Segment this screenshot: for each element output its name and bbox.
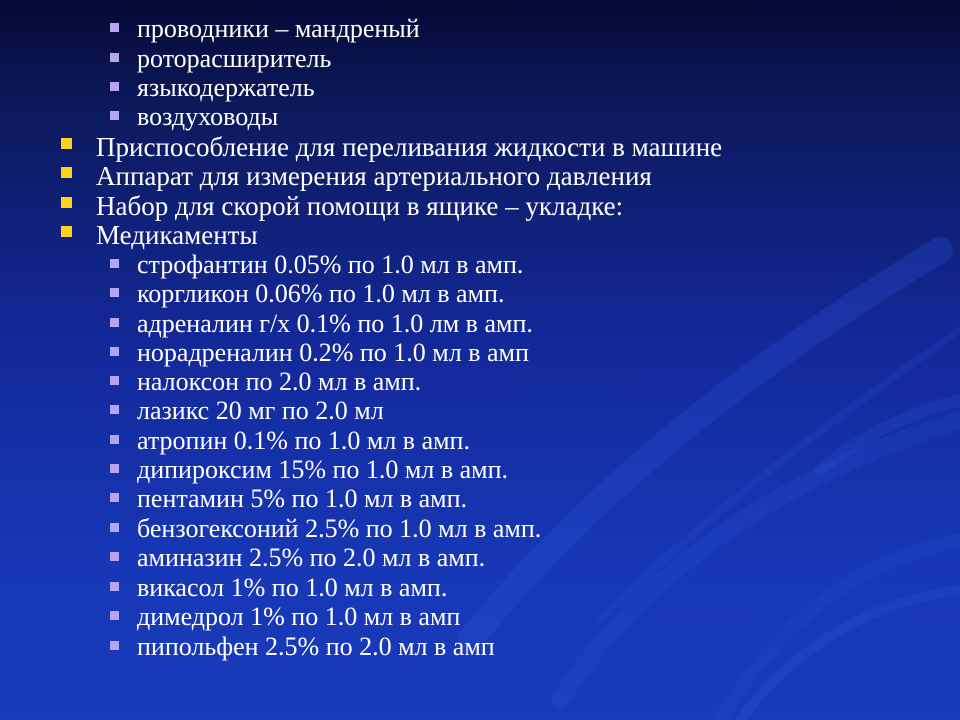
list-item-text: проводники – мандреный (137, 14, 420, 43)
list-item (96, 222, 258, 249)
list-item-text: налоксон по 2.0 мл в амп. (137, 367, 422, 396)
list-item (137, 104, 278, 130)
list-item-text: воздуховоды (137, 102, 279, 131)
list-item-text: адреналин г/х 0.1% по 1.0 лм в амп. (137, 309, 533, 338)
list-item (137, 575, 447, 601)
square-bullet-icon (110, 582, 119, 591)
list-item (96, 193, 623, 220)
square-bullet-icon (110, 435, 119, 444)
square-bullet-icon (110, 464, 119, 473)
square-bullet-icon (110, 23, 119, 32)
list-item-text: атропин 0.1% по 1.0 мл в амп. (137, 426, 470, 455)
list-item-text: дипироксим 15% по 1.0 мл в амп. (137, 455, 509, 484)
list-item-text: димедрол 1% по 1.0 мл в амп (137, 602, 461, 631)
square-bullet-icon (110, 111, 119, 120)
list-item-text: аминазин 2.5% по 2.0 мл в амп. (137, 543, 486, 572)
list-item (137, 634, 495, 660)
list-item (137, 75, 315, 101)
list-item (137, 428, 470, 454)
square-bullet-icon (61, 226, 72, 237)
list-item (137, 516, 541, 542)
square-bullet-icon (110, 288, 119, 297)
list-item-text: пентамин 5% по 1.0 мл в амп. (137, 484, 468, 513)
list-item (137, 252, 523, 278)
list-item (96, 134, 722, 161)
list-item (137, 545, 485, 571)
square-bullet-icon (110, 259, 119, 268)
list-item-text: викасол 1% по 1.0 мл в амп. (137, 573, 448, 602)
square-bullet-icon (61, 138, 72, 149)
list-item-text: Набор для скорой помощи в ящике – укладке: (96, 191, 624, 221)
square-bullet-icon (110, 318, 119, 327)
square-bullet-icon (110, 376, 119, 385)
square-bullet-icon (110, 347, 119, 356)
square-bullet-icon (110, 611, 119, 620)
list-item-text: Аппарат для измерения артериального давления (96, 161, 652, 191)
list-item-text: Медикаменты (96, 220, 258, 250)
list-item-text: роторасширитель (137, 44, 332, 73)
list-item (137, 281, 504, 307)
list-item (137, 340, 529, 366)
list-item-text: строфантин 0.05% по 1.0 мл в амп. (137, 250, 524, 279)
list-item-text: бензогексоний 2.5% по 1.0 мл в амп. (137, 514, 542, 543)
square-bullet-icon (110, 523, 119, 532)
square-bullet-icon (110, 641, 119, 650)
list-item (137, 46, 331, 72)
list-item (137, 604, 460, 630)
square-bullet-icon (110, 82, 119, 91)
square-bullet-icon (61, 197, 72, 208)
square-bullet-icon (61, 167, 72, 178)
list-item (137, 369, 421, 395)
list-item-text: коргликон 0.06% по 1.0 мл в амп. (137, 279, 505, 308)
list-item (137, 16, 420, 42)
list-item-text: пипольфен 2.5% по 2.0 мл в амп (137, 632, 495, 661)
square-bullet-icon (110, 405, 119, 414)
list-item-text: норадреналин 0.2% по 1.0 мл в амп (137, 338, 529, 367)
square-bullet-icon (110, 53, 119, 62)
list-item-text: Приспособление для переливания жидкости в машине (96, 132, 723, 162)
list-item (137, 398, 384, 424)
list-item (96, 163, 652, 190)
list-item-text: языкодержатель (137, 73, 315, 102)
square-bullet-icon (110, 552, 119, 561)
list-item (137, 311, 533, 337)
square-bullet-icon (110, 493, 119, 502)
list-item-text: лазикс 20 мг по 2.0 мл (137, 396, 384, 425)
list-item (137, 457, 508, 483)
list-item (137, 486, 467, 512)
